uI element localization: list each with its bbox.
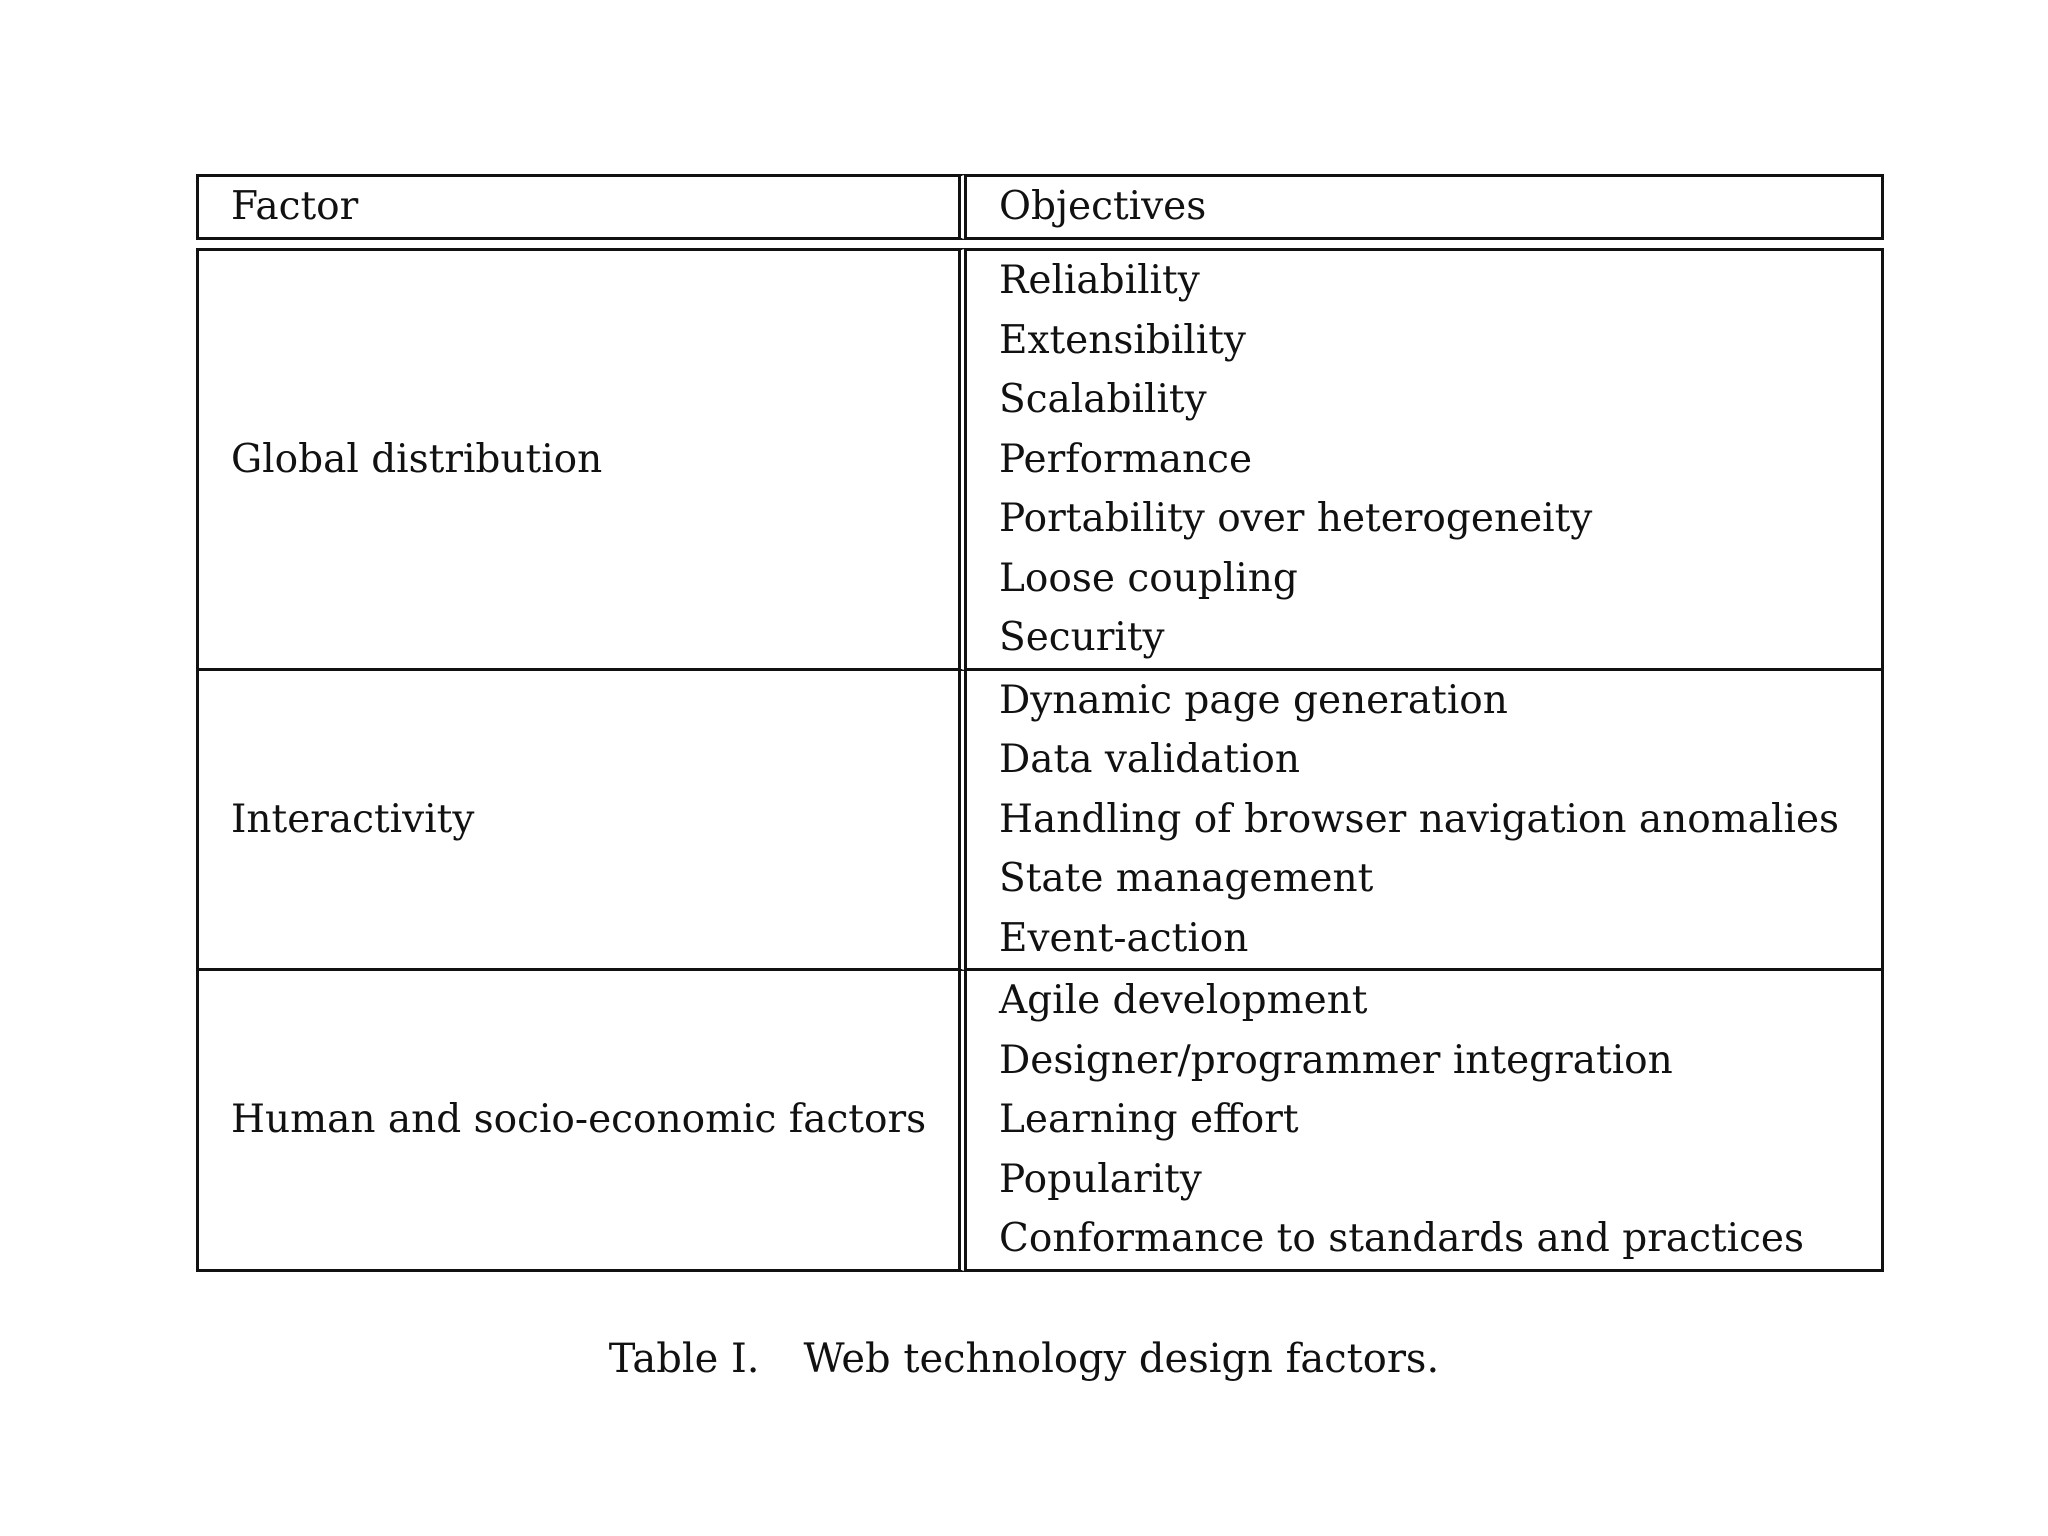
table-row [196, 671, 1884, 972]
objective-item: Reliability [999, 258, 1200, 303]
objective-item: Designer/programmer integration [999, 1037, 1673, 1083]
factor-cell: Global distribution [196, 248, 967, 671]
objectives-cell [967, 248, 1884, 671]
objectives-cell [967, 971, 1884, 1272]
caption-label: Table I. [608, 1336, 760, 1382]
table-row [196, 248, 1884, 671]
factor-cell: Human and socio-economic factors [196, 971, 967, 1272]
design-factors-table-container [196, 174, 1884, 1272]
objective-item: Portability over heterogeneity [999, 496, 1593, 541]
objectives-list [999, 251, 1881, 668]
objective-item: Popularity [999, 1156, 1202, 1202]
objective-item: Dynamic page generation [999, 677, 1508, 723]
objectives-list [999, 671, 1881, 969]
objective-item: Scalability [999, 377, 1207, 422]
table-caption [0, 1336, 2048, 1382]
table-row [196, 971, 1884, 1272]
objective-item: Performance [999, 436, 1253, 482]
objective-item: Agile development [999, 978, 1368, 1023]
objectives-cell [967, 671, 1884, 972]
objective-item: Handling of browser navigation anomalies [999, 796, 1840, 842]
header-objectives: Objectives [967, 174, 1884, 240]
objective-item: State management [999, 856, 1374, 901]
caption-text: Web technology design factors. [803, 1336, 1440, 1382]
objective-item: Learning effort [999, 1097, 1299, 1142]
table-header-row [196, 174, 1884, 240]
header-gap [196, 240, 1884, 248]
objectives-list [999, 971, 1881, 1269]
factor-cell: Interactivity [196, 671, 967, 972]
objective-item: Event-action [999, 915, 1249, 961]
objective-item: Extensibility [999, 317, 1246, 363]
header-factor: Factor [196, 174, 967, 240]
objective-item: Data validation [999, 737, 1301, 782]
objective-item: Loose coupling [999, 555, 1298, 601]
design-factors-table [196, 174, 1884, 1272]
objective-item: Conformance to standards and practices [999, 1216, 1805, 1261]
objective-item: Security [999, 615, 1165, 660]
